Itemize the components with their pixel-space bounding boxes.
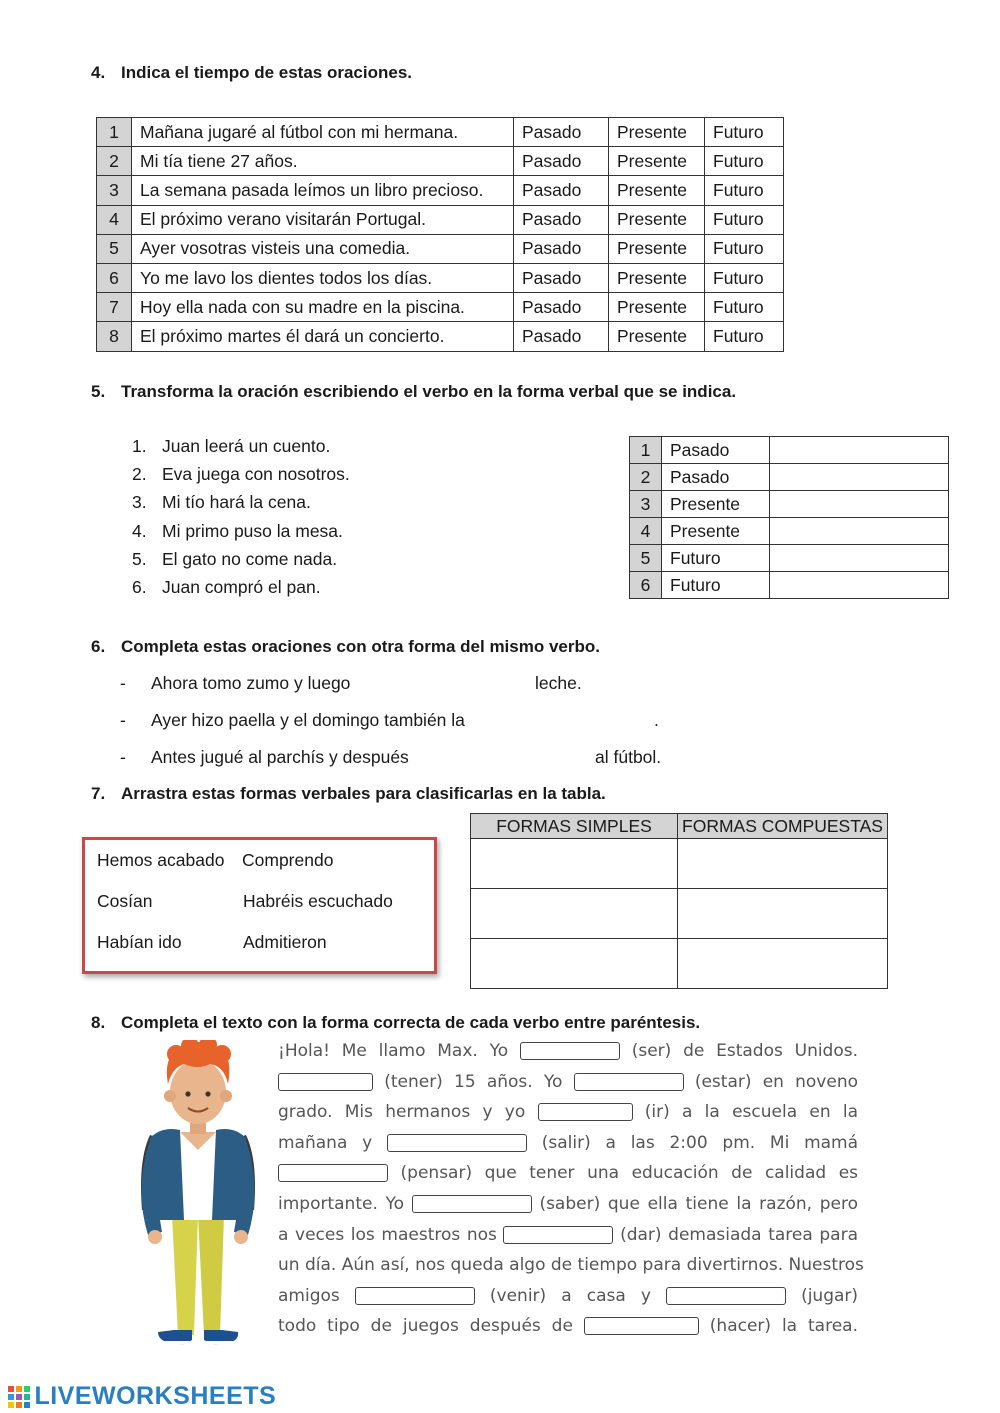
item-text: Juan compró el pan. [162, 576, 321, 597]
answer-cell [770, 518, 949, 545]
draggable-word[interactable]: Habían ido [97, 932, 182, 952]
tense-option-futuro[interactable]: Futuro [705, 147, 784, 176]
answer-input[interactable] [770, 491, 948, 517]
drop-cell[interactable] [471, 939, 678, 989]
tense-option-futuro[interactable]: Futuro [705, 118, 784, 147]
answer-input[interactable] [770, 437, 948, 463]
boy-illustration [128, 1040, 268, 1352]
item-number: 2. [132, 464, 147, 485]
item-text: Eva juega con nosotros. [162, 464, 350, 485]
completion-input-3[interactable] [420, 745, 590, 769]
target-tense: Pasado [662, 437, 770, 464]
row-number: 6 [630, 572, 662, 599]
completion-line-3: - Antes jugué al parchís y después [120, 747, 409, 767]
section-6-heading: 6. Completa estas oraciones con otra forma del mismo verbo. [91, 637, 600, 656]
item-number: 5. [132, 548, 147, 569]
tense-option-presente[interactable]: Presente [609, 263, 705, 292]
transform-row [630, 491, 949, 518]
draggable-word[interactable]: Admitieron [243, 932, 327, 952]
tense-option-presente[interactable]: Presente [609, 293, 705, 322]
tense-option-pasado[interactable]: Pasado [514, 263, 609, 292]
transform-table [629, 436, 949, 599]
draggable-word[interactable]: Cosían [97, 891, 153, 911]
row-number: 5 [630, 545, 662, 572]
answer-box[interactable] [412, 1195, 532, 1213]
item-number: 3. [132, 492, 147, 513]
target-tense: Presente [662, 491, 770, 518]
draggable-words-box [82, 837, 437, 974]
tense-option-presente[interactable]: Presente [609, 147, 705, 176]
row-number: 8 [97, 322, 132, 351]
sentence-cell: Ayer vosotras visteis una comedia. [132, 234, 514, 263]
row-number: 1 [630, 437, 662, 464]
draggable-word[interactable]: Hemos acabado [97, 850, 225, 870]
fill-in-text [278, 1041, 864, 1347]
completion-input-2[interactable] [487, 708, 652, 732]
row-number: 2 [97, 147, 132, 176]
transform-row [630, 518, 949, 545]
target-tense: Futuro [662, 545, 770, 572]
sentence-list [132, 436, 350, 605]
completion-line-1: - Ahora tomo zumo y luego [120, 673, 351, 693]
tense-row [97, 147, 784, 176]
sentence-cell: El próximo martes él dará un concierto. [132, 322, 514, 351]
column-header-compound: FORMAS COMPUESTAS [678, 814, 888, 839]
tense-option-pasado[interactable]: Pasado [514, 293, 609, 322]
tense-option-pasado[interactable]: Pasado [514, 205, 609, 234]
column-header-simple: FORMAS SIMPLES [471, 814, 678, 839]
transform-row [630, 464, 949, 491]
target-tense: Futuro [662, 572, 770, 599]
row-number: 4 [97, 205, 132, 234]
sentence-item [132, 521, 350, 549]
brand-name: LIVEWORKSHEETS [34, 1382, 277, 1410]
section-7-heading: 7. Arrastra estas formas verbales para clasificarlas en la tabla. [91, 784, 606, 803]
sentence-item [132, 492, 350, 520]
section-4-heading: 4. Indica el tiempo de estas oraciones. [91, 63, 412, 82]
row-number: 3 [630, 491, 662, 518]
answer-cell [770, 572, 949, 599]
item-number: 6. [132, 576, 147, 597]
text-line: importante. Yo (saber) que ella tiene la razón, pero [278, 1193, 859, 1214]
sentence-cell: Mi tía tiene 27 años. [132, 147, 514, 176]
tense-option-futuro[interactable]: Futuro [705, 176, 784, 205]
tense-option-futuro[interactable]: Futuro [705, 263, 784, 292]
target-tense: Presente [662, 518, 770, 545]
text-line: amigos (venir) a casa y (jugar) [278, 1285, 859, 1306]
section-8-heading: 8. Completa el texto con la forma correcta de cada verbo entre paréntesis. [91, 1013, 701, 1032]
tense-row [97, 176, 784, 205]
item-text: El gato no come nada. [162, 548, 338, 569]
text-line: mañana y (salir) a las 2:00 pm. Mi mamá [278, 1132, 859, 1153]
tense-option-presente[interactable]: Presente [609, 234, 705, 263]
answer-box[interactable] [584, 1317, 699, 1335]
sentence-cell: Hoy ella nada con su madre en la piscina. [132, 293, 514, 322]
tense-option-pasado[interactable]: Pasado [514, 147, 609, 176]
transform-row [630, 572, 949, 599]
answer-box[interactable] [278, 1164, 388, 1182]
drop-cell[interactable] [678, 939, 888, 989]
sentence-cell: La semana pasada leímos un libro precioso. [132, 176, 514, 205]
answer-input[interactable] [770, 464, 948, 490]
tense-row [97, 118, 784, 147]
text-line: un día. Aún así, nos queda algo de tiempo para divertirnos. Nuestros [278, 1255, 864, 1276]
answer-input[interactable] [770, 518, 948, 544]
row-number: 3 [97, 176, 132, 205]
tense-option-presente[interactable]: Presente [609, 118, 705, 147]
answer-box[interactable] [278, 1073, 373, 1091]
text-line: (pensar) que tener una educación de calidad es [278, 1163, 858, 1194]
sentence-cell: Yo me lavo los dientes todos los días. [132, 263, 514, 292]
sentence-cell: Mañana jugaré al fútbol con mi hermana. [132, 118, 514, 147]
tense-option-futuro[interactable]: Futuro [705, 322, 784, 351]
item-text: Mi tío hará la cena. [162, 492, 311, 513]
item-number: 4. [132, 520, 147, 541]
completion-after-3: al fútbol. [595, 747, 662, 767]
answer-box[interactable] [387, 1134, 527, 1152]
row-number: 6 [97, 263, 132, 292]
completion-after-1: leche. [535, 673, 582, 693]
tense-row [97, 322, 784, 351]
answer-cell [770, 437, 949, 464]
answer-cell [770, 464, 949, 491]
tense-row [97, 263, 784, 292]
text-line: grado. Mis hermanos y yo (ir) a la escuela en la [278, 1102, 858, 1123]
drop-cell[interactable] [678, 839, 888, 889]
tense-option-pasado[interactable]: Pasado [514, 118, 609, 147]
tense-option-presente[interactable]: Presente [609, 322, 705, 351]
sentence-item [132, 549, 350, 577]
drop-cell[interactable] [471, 889, 678, 939]
row-number: 4 [630, 518, 662, 545]
completion-after-2: . [654, 710, 659, 730]
answer-box[interactable] [355, 1287, 475, 1305]
tense-option-futuro[interactable]: Futuro [705, 234, 784, 263]
text-line: ¡Hola! Me llamo Max. Yo (ser) de Estados Unidos. [278, 1041, 859, 1061]
liveworksheets-logo-icon [8, 1386, 30, 1408]
tense-option-pasado[interactable]: Pasado [514, 322, 609, 351]
row-number: 1 [97, 118, 132, 147]
sentence-item [132, 464, 350, 492]
tense-row [97, 293, 784, 322]
transform-row [630, 437, 949, 464]
answer-box[interactable] [538, 1103, 633, 1121]
draggable-word[interactable]: Comprendo [242, 850, 334, 870]
section-5-heading: 5. Transforma la oración escribiendo el verbo en la forma verbal que se indica. [91, 382, 737, 401]
transform-row [630, 545, 949, 572]
tense-row [97, 234, 784, 263]
sentence-cell: El próximo verano visitarán Portugal. [132, 205, 514, 234]
footer-brand [8, 1382, 276, 1410]
text-line: todo tipo de juegos después de (hacer) la tarea. [278, 1316, 858, 1337]
answer-box[interactable] [666, 1287, 786, 1305]
tense-option-pasado[interactable]: Pasado [514, 234, 609, 263]
row-number: 2 [630, 464, 662, 491]
answer-cell [770, 545, 949, 572]
target-tense: Pasado [662, 464, 770, 491]
draggable-word[interactable]: Habréis escuchado [243, 891, 393, 911]
tense-option-presente[interactable]: Presente [609, 176, 705, 205]
tense-option-presente[interactable]: Presente [609, 205, 705, 234]
tense-option-futuro[interactable]: Futuro [705, 293, 784, 322]
sentence-item [132, 577, 350, 605]
item-text: Mi primo puso la mesa. [162, 520, 343, 541]
answer-input[interactable] [770, 572, 948, 598]
row-number: 7 [97, 293, 132, 322]
text-line: (tener) 15 años. Yo (estar) en noveno [278, 1072, 858, 1103]
answer-cell [770, 491, 949, 518]
answer-box[interactable] [503, 1226, 613, 1244]
drop-cell[interactable] [678, 889, 888, 939]
completion-input-1[interactable] [366, 671, 531, 695]
answer-box[interactable] [574, 1073, 684, 1091]
row-number: 5 [97, 234, 132, 263]
tense-option-pasado[interactable]: Pasado [514, 176, 609, 205]
tense-row [97, 205, 784, 234]
tense-table [96, 117, 784, 352]
tense-option-futuro[interactable]: Futuro [705, 205, 784, 234]
item-text: Juan leerá un cuento. [162, 436, 331, 456]
item-number: 1. [132, 436, 147, 456]
answer-box[interactable] [520, 1042, 620, 1060]
classification-table [470, 813, 888, 989]
completion-line-2: - Ayer hizo paella y el domingo también la [120, 710, 465, 730]
sentence-item [132, 436, 350, 464]
text-line: a veces los maestros nos (dar) demasiada tarea para [278, 1224, 858, 1245]
drop-cell[interactable] [471, 839, 678, 889]
answer-input[interactable] [770, 545, 948, 571]
